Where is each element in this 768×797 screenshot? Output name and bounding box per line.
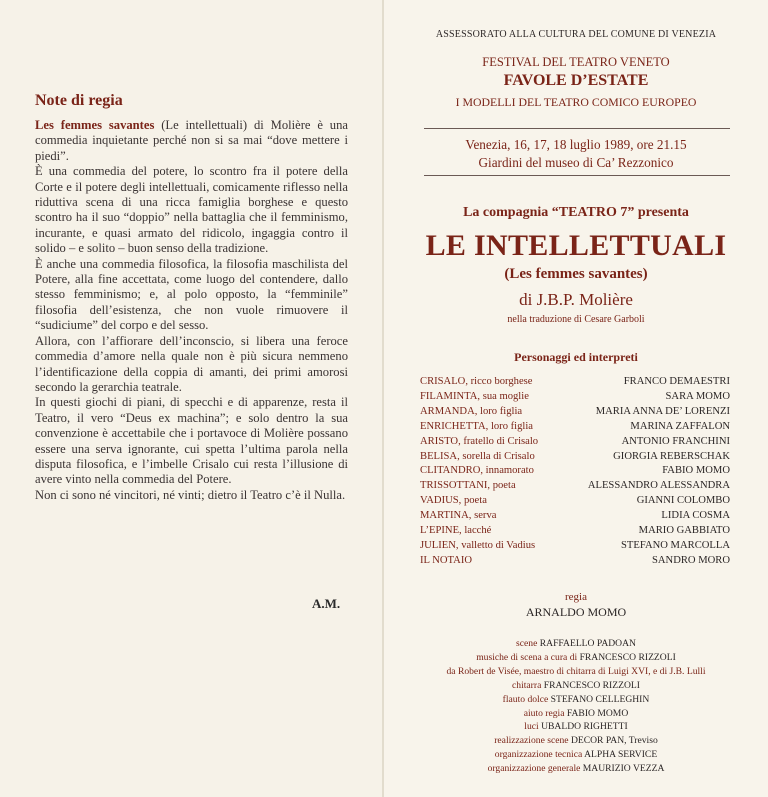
festival-subtitle: FAVOLE D’ESTATE bbox=[503, 72, 649, 89]
cast-actor: MARINA ZAFFALON bbox=[630, 420, 730, 432]
company-presents: La compagnia “TEATRO 7” presenta bbox=[463, 205, 689, 220]
divider-bottom bbox=[424, 175, 730, 176]
credit-role: flauto dolce bbox=[502, 693, 551, 705]
left-page bbox=[0, 0, 383, 797]
credit-role: luci bbox=[524, 721, 542, 733]
notes-paragraph-text: Non ci sono né vincitori, né vinti; dietro il Teatro c’è il Nulla. bbox=[35, 487, 346, 502]
credit-line bbox=[384, 665, 768, 679]
notes-paragraph-text: In questi giochi di piani, di specchi e di apparenze, resta il Teatro, il vero “Deus ex machina”; e solo dentro la sua convenzione è accettabile che i portavoce di Molière possano essere una serva ignorante, cui spetta l’ultima parola nella disputa filosofica, e l’imbelle Crisalo cui resta l’illusione di avere vinto nella commedia del Potere. bbox=[35, 395, 348, 487]
notes-paragraph-text: Allora, con l’affiorare dell’inconscio, si libera una feroce commedia d’amore nella quale non è più sicura nemmeno l’identificazione della coppia di amanti, dei primi amorosi secondo la gerarchia teatrale. bbox=[35, 333, 348, 394]
cast-row bbox=[420, 464, 730, 479]
credit-line bbox=[384, 679, 768, 693]
cast-actor: ALESSANDRO ALESSANDRA bbox=[587, 480, 730, 492]
credit-line bbox=[384, 707, 768, 721]
credit-role: da Robert de Visée, maestro di chitarra di Luigi XVI, e di J.B. Lulli bbox=[446, 665, 706, 677]
cast-role: FILAMINTA, sua moglie bbox=[420, 390, 529, 402]
credit-name: DECOR PAN, Treviso bbox=[570, 735, 658, 747]
cast-actor: FABIO MOMO bbox=[662, 465, 730, 477]
notes-paragraph-text: È anche una commedia filosofica, la filosofia maschilista del Potere, alla fine accettata, come luogo del contendere, dallo stesso femminismo; e, al polo opposto, la “femminile” filosofia dell’esistenza, che non vuole rimuovere il “sudiciume” del corpo e del sesso. bbox=[35, 256, 348, 333]
credit-name: RAFFAELLO PADOAN bbox=[539, 638, 636, 649]
cast-row bbox=[420, 554, 730, 569]
cast-row bbox=[420, 420, 730, 435]
notes-body bbox=[35, 118, 348, 503]
credit-role: realizzazione scene bbox=[494, 735, 571, 747]
cast-row bbox=[420, 390, 730, 405]
festival-name: FESTIVAL DEL TEATRO VENETO bbox=[482, 55, 670, 69]
notes-paragraph-text: È una commedia del potere, lo scontro fra il potere della Corte e il potere degli intellettuali, comicamente riflesso nella riduttiva scena di una ricca famiglia borghese e questo scontro ha il suo “doppio” nella battaglia che il femminismo, incurante, e quasi armato del ridicolo, ingaggia contro il solido – e solito – buon senso della tradizione. bbox=[35, 164, 348, 256]
event-place: Giardini del museo di Ca’ Rezzonico bbox=[478, 155, 674, 170]
credit-role: scene bbox=[516, 638, 540, 649]
notes-signature: A.M. bbox=[312, 596, 341, 611]
cast-actor: GIANNI COLOMBO bbox=[636, 495, 730, 507]
cast-role: ARMANDA, loro figlia bbox=[420, 405, 523, 417]
cast-actor: MARIA ANNA DE’ LORENZI bbox=[595, 405, 730, 417]
cast-actor: ANTONIO FRANCHINI bbox=[621, 435, 730, 447]
notes-paragraph bbox=[35, 164, 348, 256]
credit-line bbox=[384, 734, 768, 748]
event-date: Venezia, 16, 17, 18 luglio 1989, ore 21.15 bbox=[465, 137, 687, 152]
cast-role: L’EPINE, lacché bbox=[420, 525, 492, 537]
cast-role: CRISALO, ricco borghese bbox=[420, 376, 533, 387]
cast-row bbox=[420, 375, 730, 390]
cast-actor: GIORGIA REBERSCHAK bbox=[613, 450, 730, 462]
translation-credit: nella traduzione di Cesare Garboli bbox=[507, 314, 645, 325]
play-title: LE INTELLETTUALI bbox=[425, 229, 727, 262]
credit-name: ALPHA SERVICE bbox=[584, 749, 658, 761]
cast-role: CLITANDRO, innamorato bbox=[420, 465, 534, 477]
cast-role: ARISTO, fratello di Crisalo bbox=[420, 435, 539, 447]
divider-top bbox=[424, 128, 730, 129]
credit-line bbox=[384, 637, 768, 651]
cast-row bbox=[420, 539, 730, 554]
cast-row bbox=[420, 524, 730, 539]
cast-actor: STEFANO MARCOLLA bbox=[621, 539, 730, 551]
credit-role: organizzazione tecnica bbox=[494, 749, 585, 761]
credits-list bbox=[384, 637, 768, 776]
credit-name: UBALDO RIGHETTI bbox=[541, 721, 628, 733]
cast-row bbox=[420, 450, 730, 465]
cast-row bbox=[420, 509, 730, 524]
cast-actor: SANDRO MORO bbox=[652, 554, 730, 566]
notes-paragraph bbox=[35, 118, 348, 164]
cast-role: JULIEN, valletto di Vadius bbox=[420, 539, 536, 551]
credit-line bbox=[384, 762, 768, 776]
credit-name: STEFANO CELLEGHIN bbox=[550, 693, 650, 705]
notes-paragraph bbox=[35, 395, 348, 487]
right-page bbox=[384, 0, 768, 797]
cast-role: BELISA, sorella di Crisalo bbox=[420, 450, 535, 462]
cast-role: IL NOTAIO bbox=[420, 554, 473, 566]
credit-name: MAURIZIO VEZZA bbox=[582, 763, 665, 775]
cast-row bbox=[420, 405, 730, 420]
credit-role: organizzazione generale bbox=[487, 763, 583, 775]
cast-actor: LIDIA COSMA bbox=[661, 510, 730, 522]
credit-role: musiche di scena a cura di bbox=[476, 651, 580, 663]
cast-role: TRISSOTTANI, poeta bbox=[420, 480, 516, 492]
cast-role: MARTINA, serva bbox=[420, 510, 497, 522]
credit-name: FRANCESCO RIZZOLI bbox=[579, 651, 676, 663]
credit-line bbox=[384, 720, 768, 734]
cast-row bbox=[420, 435, 730, 450]
cast-list bbox=[420, 375, 730, 569]
festival-theme: I MODELLI DEL TEATRO COMICO EUROPEO bbox=[455, 95, 697, 109]
credit-line bbox=[384, 693, 768, 707]
play-original-title: (Les femmes savantes) bbox=[504, 266, 648, 282]
credit-role: aiuto regia bbox=[523, 707, 567, 719]
play-title-bold: Les femmes savantes bbox=[35, 118, 155, 132]
notes-paragraph bbox=[35, 488, 348, 503]
credit-name: FRANCESCO RIZZOLI bbox=[543, 679, 640, 691]
notes-title: Note di regia bbox=[35, 92, 123, 109]
director-name: ARNALDO MOMO bbox=[525, 605, 627, 619]
cast-actor: FRANCO DEMAESTRI bbox=[623, 376, 730, 387]
cast-role: ENRICHETTA, loro figlia bbox=[420, 420, 534, 432]
cast-row bbox=[420, 479, 730, 494]
director-label: regia bbox=[565, 591, 587, 603]
cast-actor: MARIO GABBIATO bbox=[638, 525, 730, 537]
credit-name: FABIO MOMO bbox=[566, 707, 629, 719]
credit-line bbox=[384, 748, 768, 762]
header-assessorato: ASSESSORATO ALLA CULTURA DEL COMUNE DI VENEZIA bbox=[435, 29, 717, 40]
notes-paragraph bbox=[35, 334, 348, 396]
credit-role: chitarra bbox=[512, 679, 544, 691]
play-author: di J.B.P. Molière bbox=[519, 290, 633, 309]
cast-heading: Personaggi ed interpreti bbox=[514, 350, 638, 364]
cast-row bbox=[420, 494, 730, 509]
notes-paragraph-text: (Le intellettuali) di Molière è una commedia inquietante perché non si sa mai “dove mettere i piedi”. bbox=[35, 118, 348, 163]
cast-actor: SARA MOMO bbox=[665, 390, 730, 402]
credit-line bbox=[384, 651, 768, 665]
notes-paragraph bbox=[35, 257, 348, 334]
cast-role: VADIUS, poeta bbox=[420, 495, 487, 507]
